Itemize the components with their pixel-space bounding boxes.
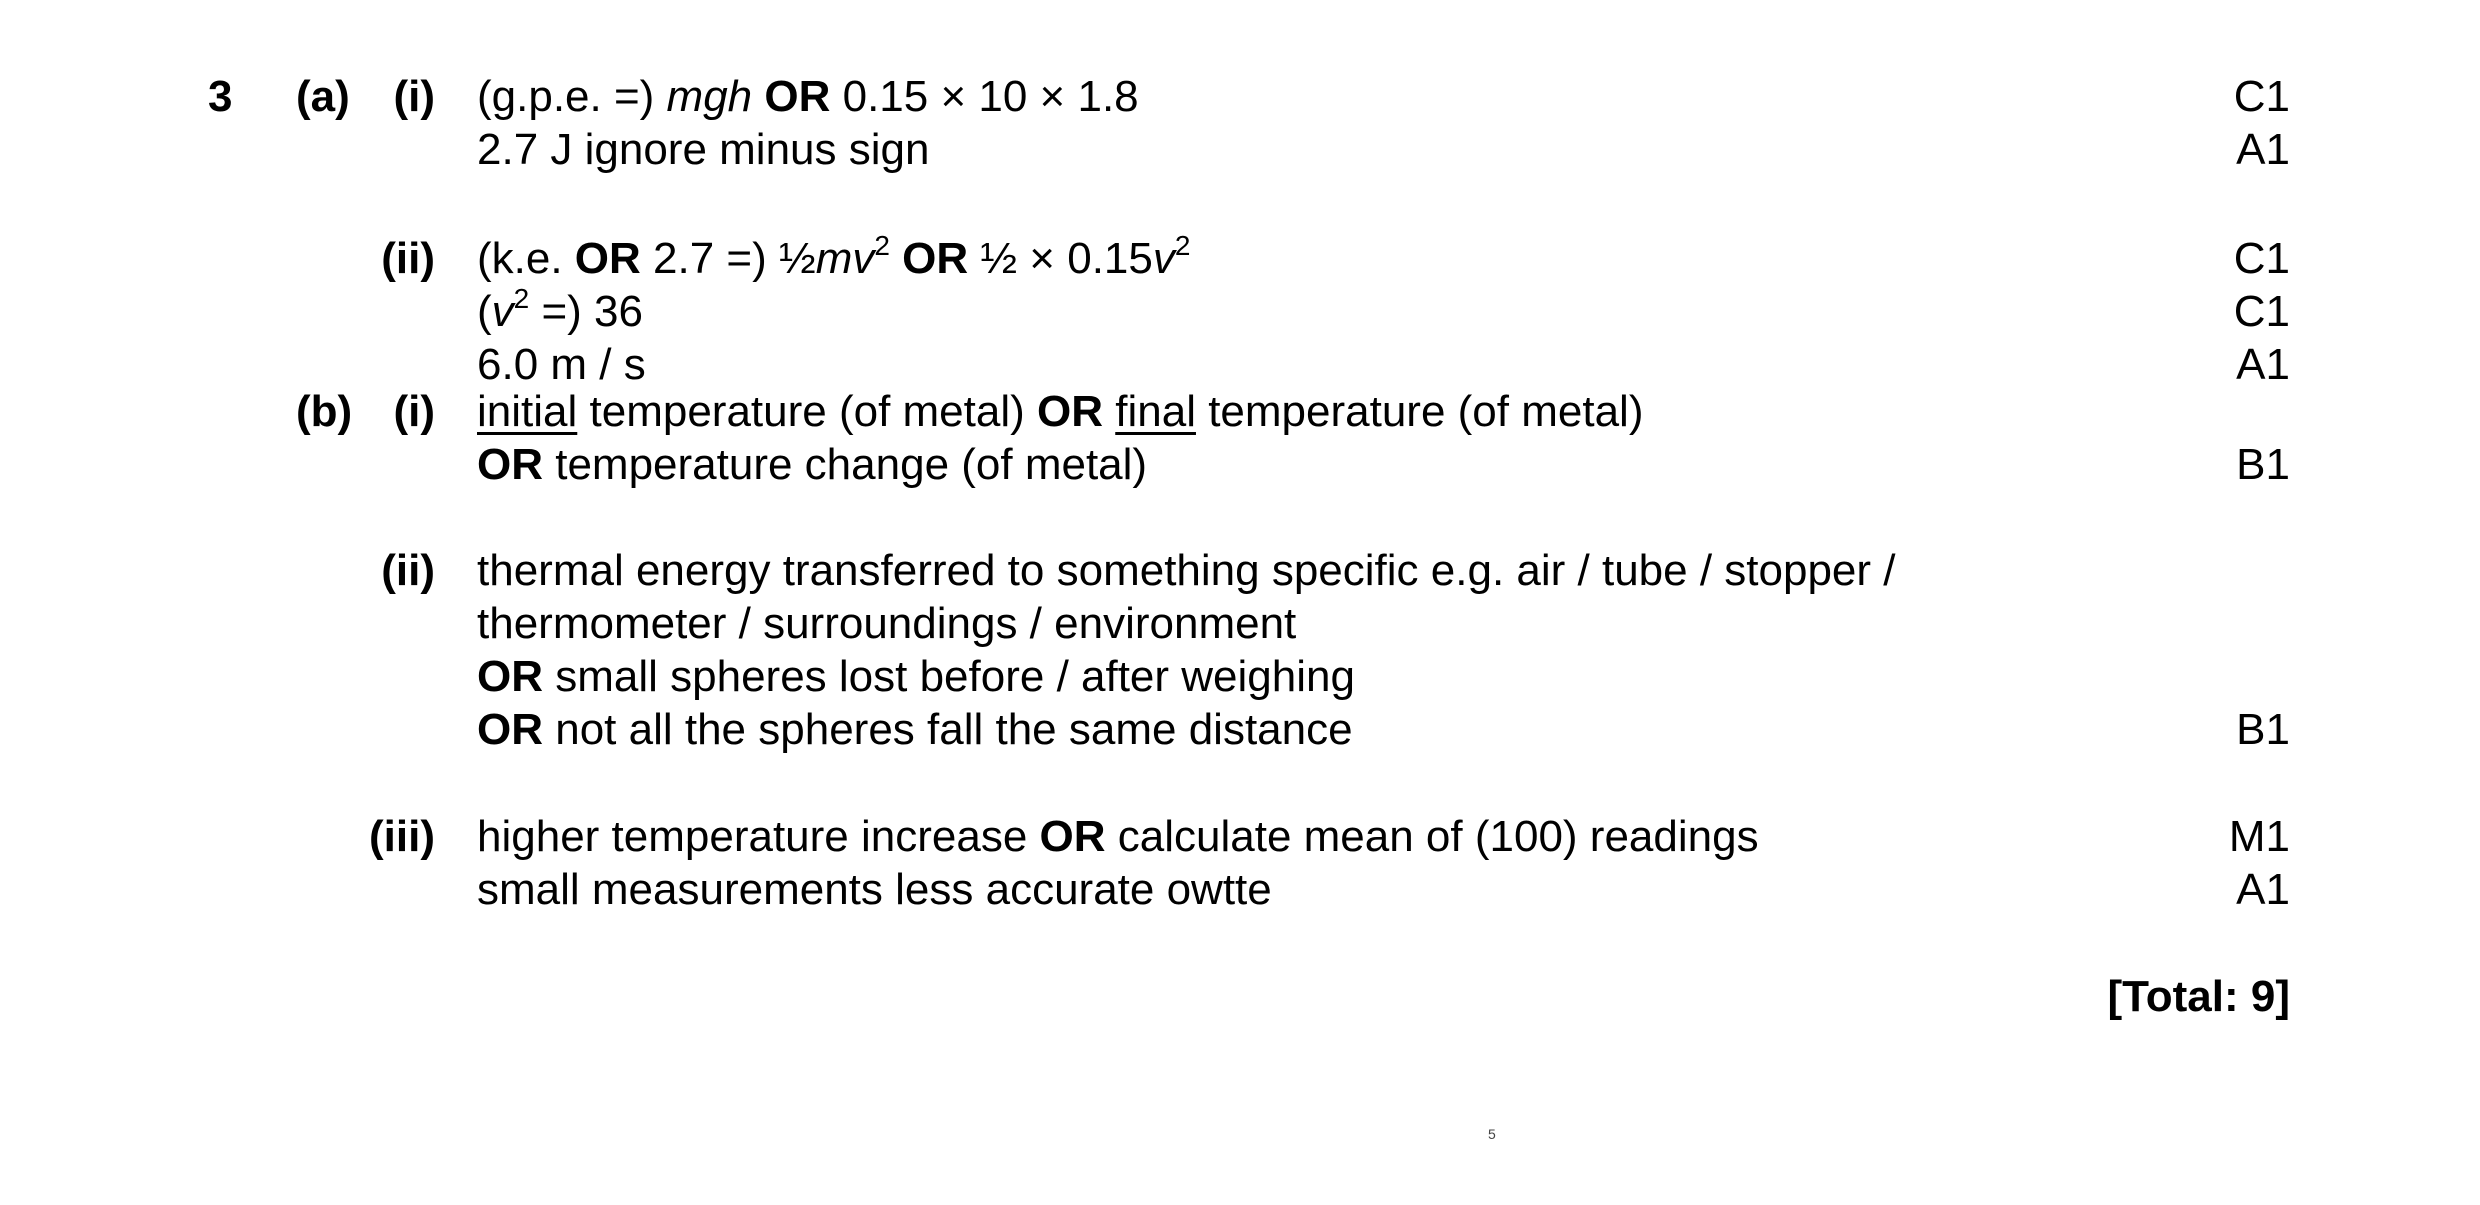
mark-b-i-1: B1: [2236, 440, 2290, 489]
total-marks: [Total: 9]: [2107, 972, 2290, 1021]
page-number: 5: [1488, 1126, 1496, 1142]
subpart-a-ii-label: (ii): [381, 234, 435, 283]
mark-a-ii-2: C1: [2233, 287, 2290, 336]
part-a-label: (a): [296, 72, 350, 121]
answer-b-ii-line-3: OR small spheres lost before / after weighing: [477, 652, 1355, 701]
mark-b-iii-1: M1: [2228, 812, 2290, 861]
answer-b-iii-line-1: higher temperature increase OR calculate mean of (100) readings: [477, 812, 1759, 861]
answer-b-i-line-2: OR temperature change (of metal): [477, 440, 1148, 489]
answer-b-i-line-1: initial temperature (of metal) OR final temperature (of metal): [477, 387, 1644, 436]
mark-a-i-1: C1: [2233, 72, 2290, 121]
subpart-b-ii-label: (ii): [381, 546, 435, 595]
answer-a-ii-line-3: 6.0 m / s: [477, 340, 646, 389]
mark-a-ii-3: A1: [2236, 340, 2290, 389]
subpart-b-i-label: (i): [393, 387, 435, 436]
mark-b-ii-1: B1: [2236, 705, 2290, 754]
subpart-a-i-label: (i): [393, 72, 435, 121]
part-b-label: (b): [296, 387, 353, 436]
answer-a-i-line-1: (g.p.e. =) mgh OR 0.15 × 10 × 1.8: [477, 72, 1139, 121]
answer-b-ii-line-1: thermal energy transferred to something specific e.g. air / tube / stopper /: [477, 546, 1896, 595]
answer-a-ii-line-2: ($v^2$ =) 36: [477, 283, 643, 336]
mark-b-iii-2: A1: [2236, 865, 2290, 914]
question-number: 3: [208, 72, 233, 121]
subpart-b-iii-label: (iii): [369, 812, 435, 861]
answer-b-ii-line-2: thermometer / surroundings / environment: [477, 599, 1297, 648]
mark-a-ii-1: C1: [2233, 234, 2290, 283]
mark-a-i-2: A1: [2236, 125, 2290, 174]
answer-b-ii-line-4: OR not all the spheres fall the same distance: [477, 705, 1353, 754]
answer-a-i-line-2: 2.7 J ignore minus sign: [477, 125, 930, 174]
answer-a-ii-line-1: (k.e. OR 2.7 =) $\frac{1}{2}mv^2$ OR ½ × $0.15v^2$: [477, 230, 1191, 283]
answer-b-iii-line-2: small measurements less accurate owtte: [477, 865, 1272, 914]
